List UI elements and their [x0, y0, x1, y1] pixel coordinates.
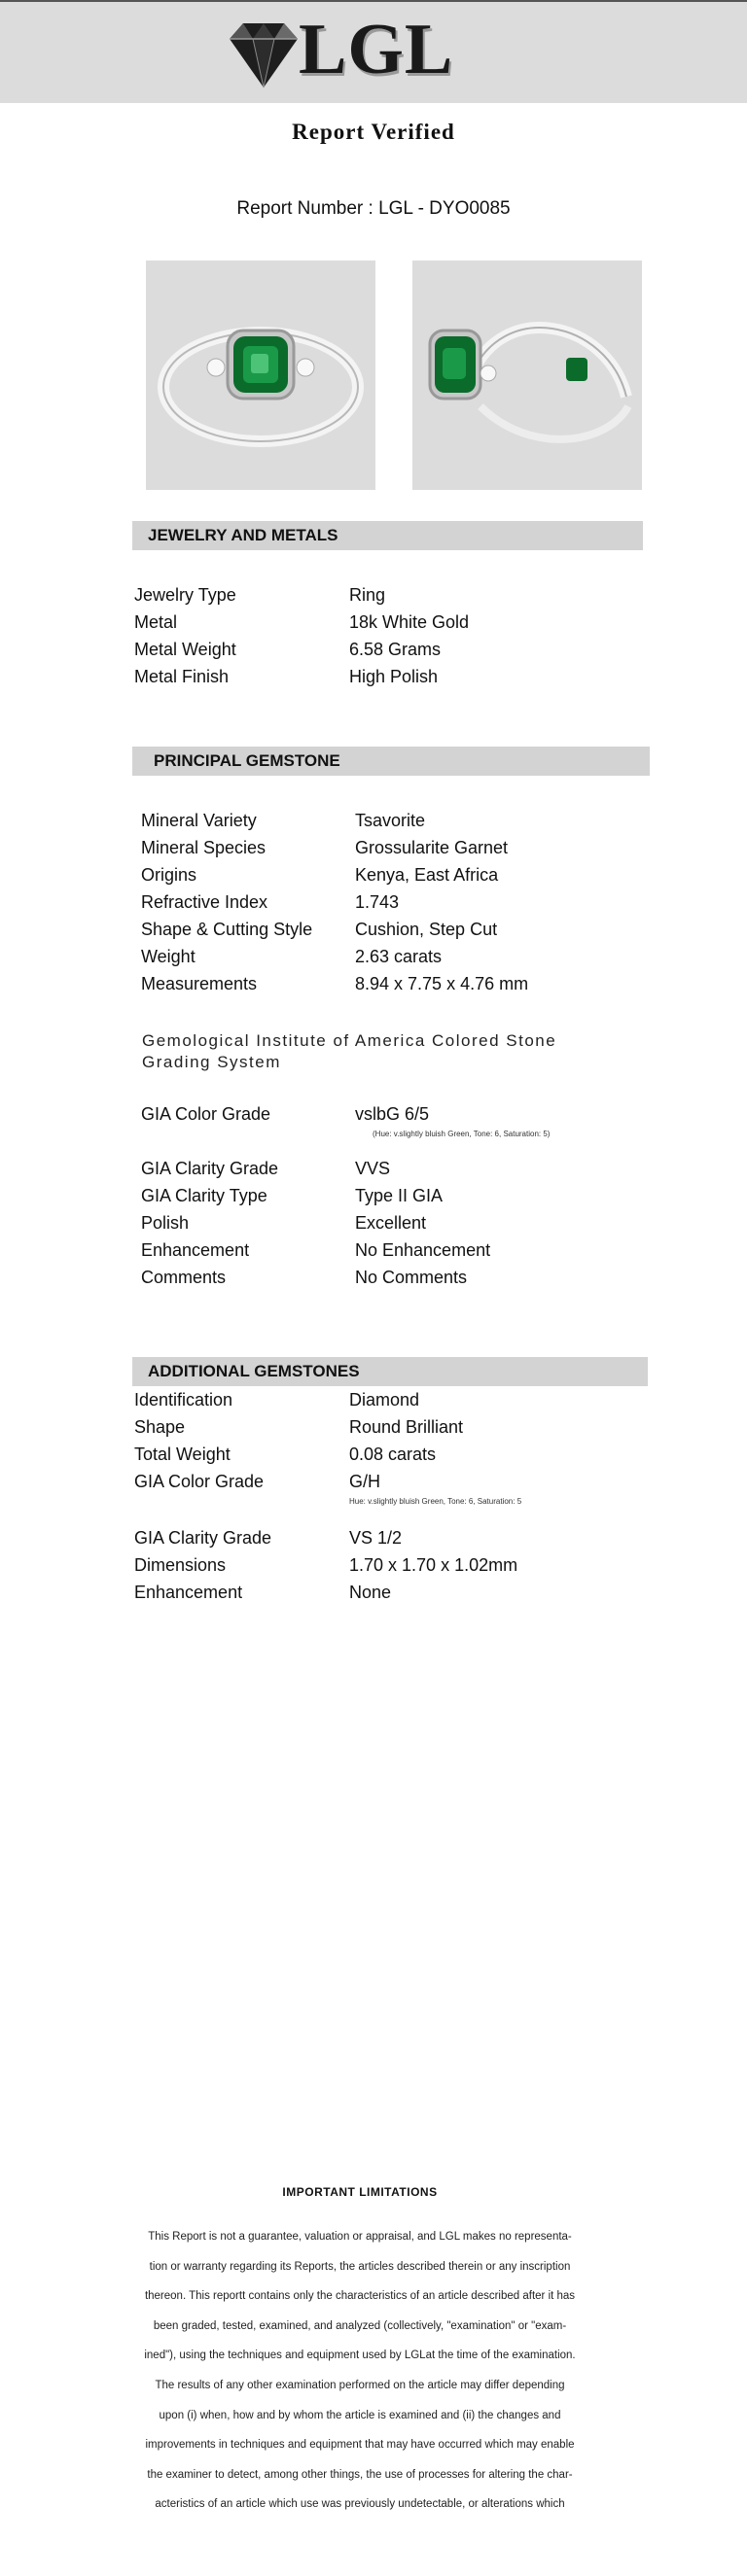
row-label: Shape — [134, 1417, 186, 1437]
row-label: Metal Weight — [134, 640, 236, 659]
limitations-line: The results of any other examination performed on the article may differ depending — [155, 2379, 565, 2391]
row-value: 2.63 carats — [355, 947, 443, 966]
row-value: 1.743 — [355, 892, 400, 912]
row-label: GIA Clarity Grade — [141, 1159, 279, 1178]
row-value: High Polish — [349, 667, 439, 686]
row-value: Diamond — [349, 1390, 420, 1410]
page-title: Report Verified — [292, 120, 455, 144]
diamond-icon — [226, 21, 302, 89]
logo-text: LGL — [299, 10, 454, 89]
row-value: vslbG 6/5 — [355, 1104, 430, 1124]
section-header-principal-gemstone: PRINCIPAL GEMSTONE — [132, 747, 650, 776]
row-value: 6.58 Grams — [349, 640, 442, 659]
row-label: Dimensions — [134, 1555, 227, 1575]
row-value: Excellent — [355, 1213, 427, 1233]
color-grade-note: (Hue: v.slightly bluish Green, Tone: 6, Saturation: 5) — [373, 1130, 551, 1138]
row-value: None — [349, 1583, 392, 1602]
limitations-line: been graded, tested, examined, and analyzed (collectively, "examination" or "exam- — [153, 2319, 567, 2332]
row-value: 1.70 x 1.70 x 1.02mm — [349, 1555, 518, 1575]
row-value: 18k White Gold — [349, 612, 470, 632]
row-label: GIA Clarity Type — [141, 1186, 267, 1205]
limitations-line: ined"), using the techniques and equipment used by LGLat the time of the examination. — [144, 2350, 576, 2362]
row-label: GIA Clarity Grade — [134, 1528, 272, 1548]
limitations-line: acteristics of an article which use was previously undetectable, or alterations which — [155, 2498, 565, 2511]
row-label: Comments — [141, 1268, 227, 1287]
row-label: Mineral Variety — [141, 811, 257, 830]
row-label: Metal — [134, 612, 178, 632]
row-label: Weight — [141, 947, 196, 966]
lgl-logo[interactable] — [226, 10, 479, 93]
row-value: VVS — [355, 1159, 391, 1178]
row-label: Measurements — [141, 974, 258, 993]
ring-front-image — [146, 261, 375, 490]
row-label: Mineral Species — [141, 838, 267, 857]
row-value: 8.94 x 7.75 x 4.76 mm — [355, 974, 529, 993]
row-label: Enhancement — [141, 1240, 250, 1260]
color-grade-note: Hue: v.slightly bluish Green, Tone: 6, Saturation: 5 — [349, 1497, 522, 1506]
row-value: No Enhancement — [355, 1240, 491, 1260]
ring-photo-front — [146, 261, 375, 490]
row-label: Metal Finish — [134, 667, 230, 686]
row-value: VS 1/2 — [349, 1528, 403, 1548]
row-value: No Comments — [355, 1268, 468, 1287]
limitations-line: thereon. This reportt contains only the characteristics of an article described after it has — [144, 2290, 576, 2303]
row-value: Type II GIA — [355, 1186, 444, 1205]
limitations-line: improvements in techniques and equipment that may have occurred which may enable — [145, 2439, 575, 2452]
row-label: Refractive Index — [141, 892, 268, 912]
limitations-heading: IMPORTANT LIMITATIONS — [282, 2185, 438, 2199]
row-label: Polish — [141, 1213, 190, 1233]
row-value: Ring — [349, 585, 386, 605]
row-value: Kenya, East Africa — [355, 865, 499, 885]
row-label: GIA Color Grade — [134, 1472, 265, 1491]
limitations-line: This Report is not a guarantee, valuation or appraisal, and LGL makes no representa- — [148, 2231, 572, 2243]
ring-photo-side — [412, 261, 642, 490]
row-value: G/H — [349, 1472, 381, 1491]
gia-grading-system-heading: Gemological Institute of America Colored Stone Grading System — [142, 1031, 557, 1071]
row-label: Shape & Cutting Style — [141, 920, 313, 939]
row-value: Grossularite Garnet — [355, 838, 509, 857]
row-value: Round Brilliant — [349, 1417, 464, 1437]
header — [0, 0, 747, 103]
row-label: Enhancement — [134, 1583, 243, 1602]
ring-side-image — [412, 261, 642, 490]
row-label: Total Weight — [134, 1445, 231, 1464]
limitations-line: tion or warranty regarding its Reports, the articles described therein or any inscription — [149, 2260, 571, 2273]
section-header-jewelry-metals: JEWELRY AND METALS — [132, 521, 643, 550]
report-number: Report Number : LGL - DYO0085 — [236, 198, 511, 219]
limitations-text — [102, 2222, 618, 2520]
row-label: Origins — [141, 865, 197, 885]
row-value: Tsavorite — [355, 811, 426, 830]
row-label: Identification — [134, 1390, 233, 1410]
limitations-line: upon (i) when, how and by whom the article is examined and (ii) the changes and — [159, 2409, 561, 2421]
row-label: GIA Color Grade — [141, 1104, 271, 1124]
row-label: Jewelry Type — [134, 585, 236, 605]
row-value: 0.08 carats — [349, 1445, 437, 1464]
section-header-additional-gemstones: ADDITIONAL GEMSTONES — [132, 1357, 648, 1386]
limitations-line: the examiner to detect, among other things, the use of processes for altering the char- — [147, 2468, 573, 2481]
row-value: Cushion, Step Cut — [355, 920, 498, 939]
